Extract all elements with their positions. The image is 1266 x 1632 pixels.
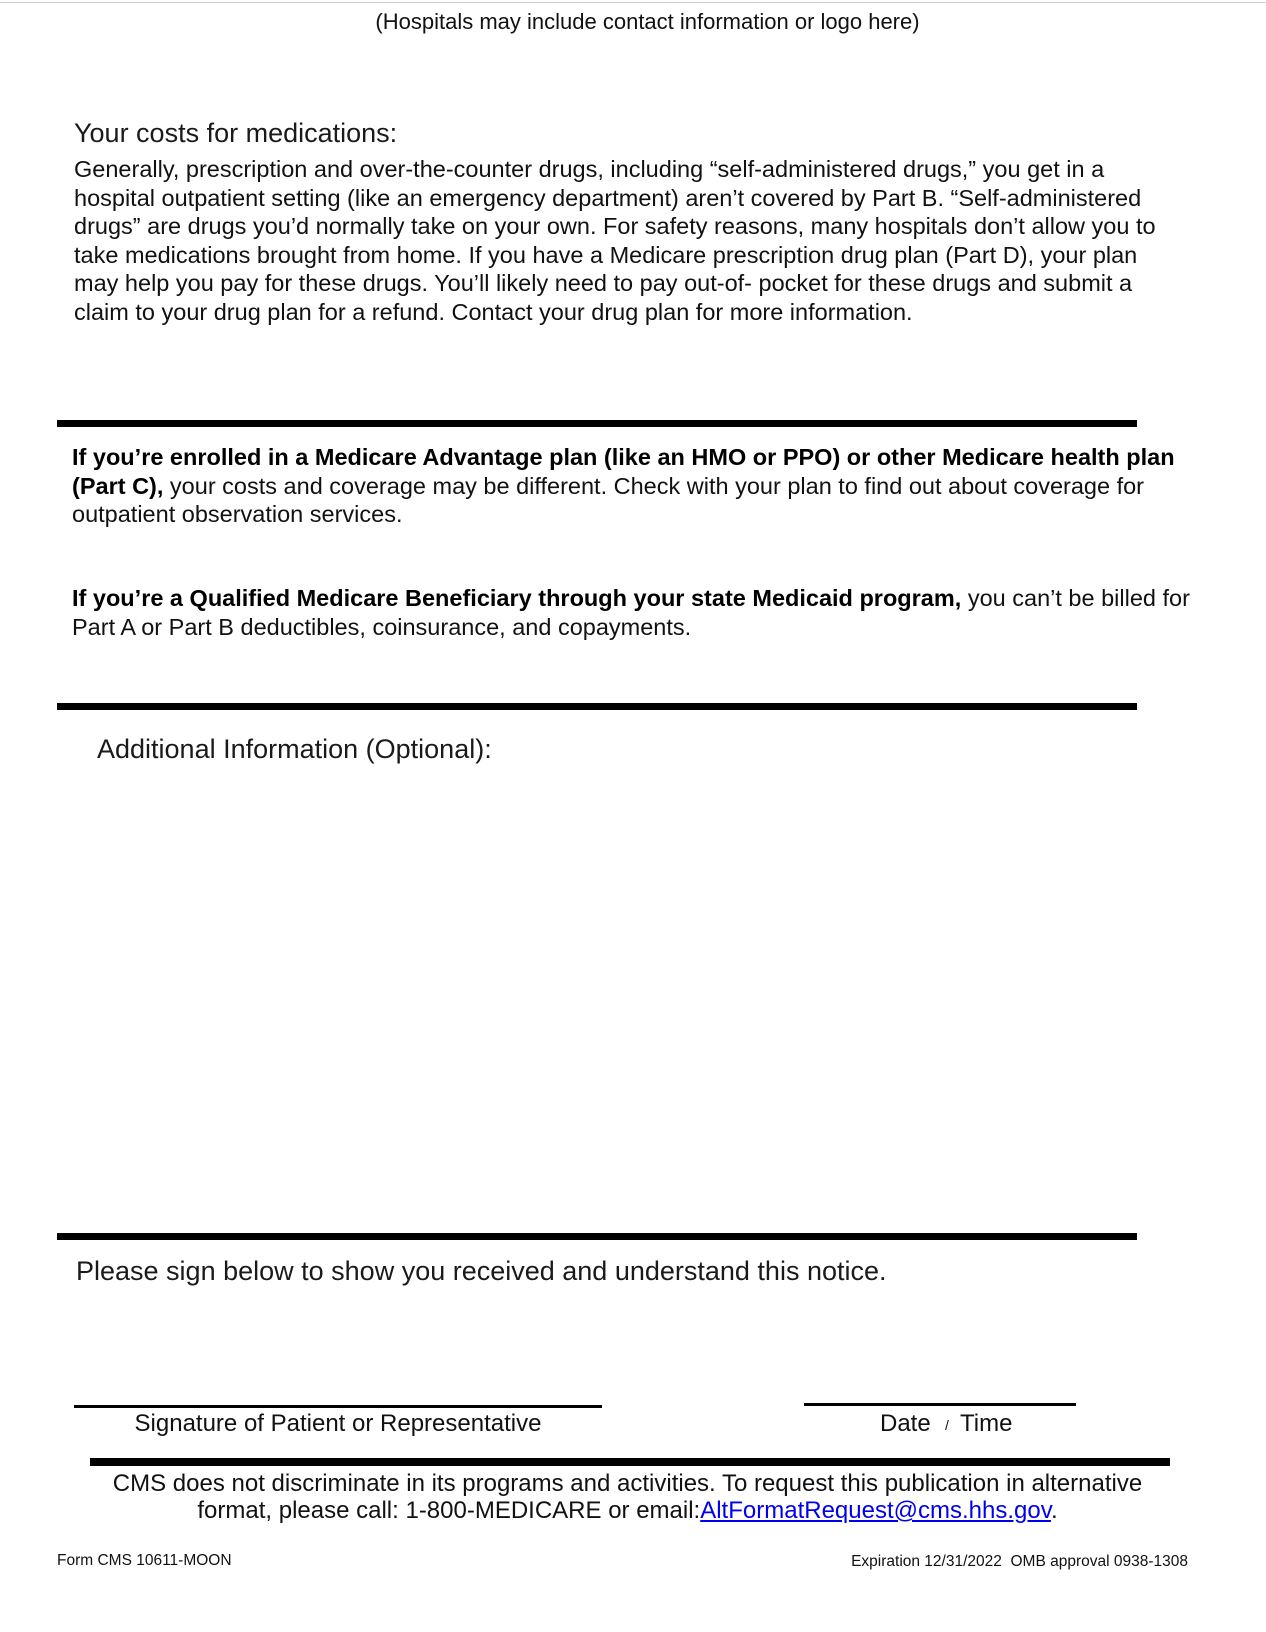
expiration-omb: Expiration 12/31/2022 OMB approval 0938-1308 — [851, 1553, 1188, 1570]
nondiscrimination-text: CMS does not discriminate in its programs and activities. To request this publication in alternative format, please call: 1-800-MEDICARE or email: — [112, 1470, 1143, 1524]
qmb-text: you can’t be billed for Part A or Part B deductibles, coinsurance, and copayments. — [72, 585, 1190, 640]
nondiscrimination-end: . — [1050, 1497, 1058, 1524]
date-label: Date — [880, 1410, 931, 1437]
signature-line[interactable] — [74, 1405, 602, 1408]
signature-label: Signature of Patient or Representative — [134, 1410, 542, 1437]
alt-format-email-link[interactable]: AltFormatRequest@cms.hhs.gov — [700, 1497, 1051, 1524]
nondiscrimination-notice — [80, 1470, 1175, 1524]
hospital-contact-placeholder: (Hospitals may include contact information or logo here) — [375, 9, 920, 34]
additional-info-title: Additional Information (Optional): — [97, 734, 492, 764]
section-divider — [90, 1458, 1170, 1466]
medicare-advantage-lead: If you’re enrolled in a Medicare Advantage plan (like an HMO or PPO) or other Medicare health plan (Part C), — [72, 444, 1175, 499]
date-time-separator: / — [945, 1417, 949, 1433]
form-id: Form CMS 10611-MOON — [57, 1552, 232, 1569]
section-divider — [57, 703, 1137, 710]
medicare-advantage-text: your costs and coverage may be different. Check with your plan to find out about coverage for outpatient observation services. — [72, 472, 1145, 527]
medications-body: Generally, prescription and over-the-counter drugs, including “self-administered drugs,” you get in a hospital outpatient setting (like an emergency department) aren’t covered by Part B. “Self-administered drugs” are drugs you’d normally take on your own. For safety reasons, many hospitals don’t allow you to take medications brought from home. If you have a Medicare prescription drug plan (Part D), your plan may help you pay for these drugs. You’ll likely need to pay out-of- pocket for these drugs and submit a claim to your drug plan for a refund. Contact your drug plan for more information. — [74, 156, 1156, 325]
medications-title: Your costs for medications: — [74, 118, 398, 148]
page-top-border — [0, 2, 1266, 3]
section-divider — [57, 420, 1137, 427]
medicare-advantage-paragraph — [72, 443, 1192, 529]
section-divider — [57, 1233, 1137, 1240]
qmb-lead: If you’re a Qualified Medicare Beneficiary through your state Medicaid program, — [72, 585, 962, 611]
additional-info-area[interactable] — [57, 785, 1137, 1225]
date-time-line[interactable] — [804, 1403, 1076, 1406]
sign-instruction: Please sign below to show you received and understand this notice. — [76, 1256, 887, 1286]
qmb-paragraph — [72, 584, 1192, 641]
time-label: Time — [960, 1410, 1013, 1437]
